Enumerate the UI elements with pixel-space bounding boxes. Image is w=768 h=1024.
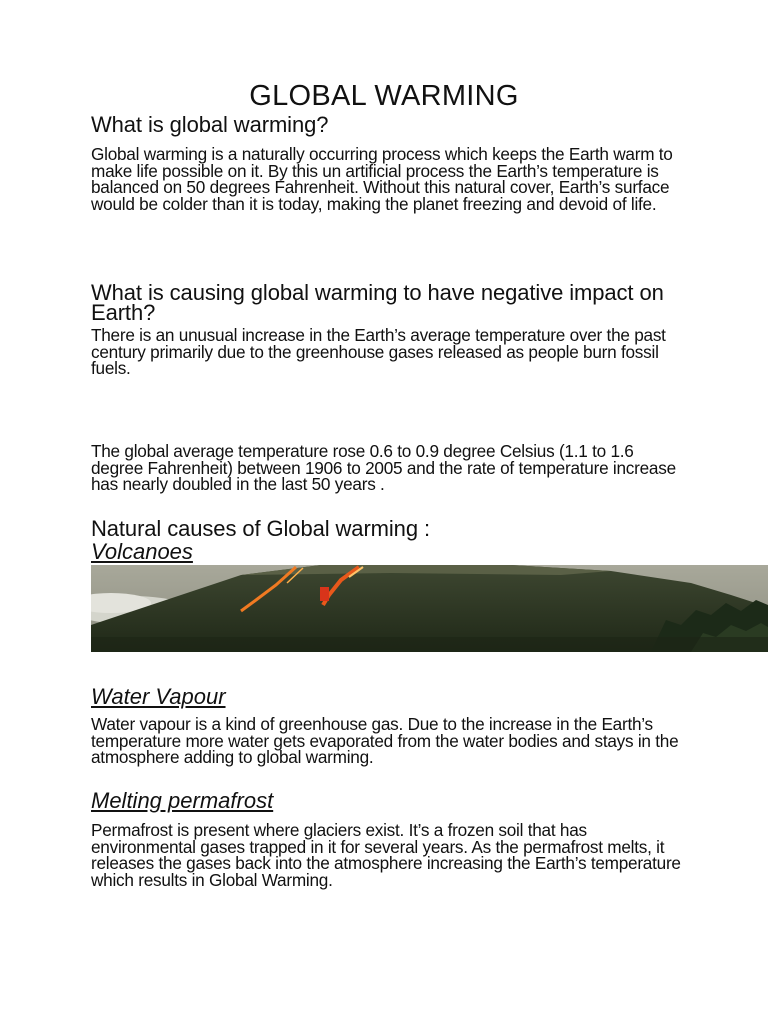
document-title: GLOBAL WARMING bbox=[249, 80, 519, 112]
heading-melting-permafrost: Melting permafrost bbox=[91, 788, 274, 813]
heading-water-vapour: Water Vapour bbox=[91, 684, 226, 709]
paragraph-causing-2: The global average temperature rose 0.6 to 0.9 degree Celsius (1.1 to 1.6 degree Fahrenheit) between 1906 to 2005 and the rate of temperature increase has nearly doubled in the last 50 years . bbox=[91, 441, 676, 494]
paragraph-melting-permafrost: Permafrost is present where glaciers exist. It’s a frozen soil that has environmental gases trapped in it for several years. As the permafrost melts, it releases the gases back into the atmosphere increasing the Earth’s temperature which results in Global Warming. bbox=[91, 820, 681, 890]
volcano-photo bbox=[91, 565, 768, 652]
paragraph-causing-1: There is an unusual increase in the Earth’s average temperature over the past century primarily due to the greenhouse gases released as people burn fossil fuels. bbox=[91, 325, 666, 378]
heading-what-is-global-warming: What is global warming? bbox=[91, 112, 329, 137]
heading-volcanoes: Volcanoes bbox=[91, 539, 193, 564]
paragraph-what-is-global-warming: Global warming is a naturally occurring process which keeps the Earth warm to make life possible on it. By this un artificial process the Earth’s temperature is balanced on 50 degrees Fahrenheit. Without this natural cover, Earth’s surface would be colder than it is today, making the planet freezing and devoid of life. bbox=[91, 144, 673, 214]
heading-causing-global-warming: What is causing global warming to have negative impact on Earth? bbox=[91, 280, 664, 325]
paragraph-water-vapour: Water vapour is a kind of greenhouse gas. Due to the increase in the Earth’s temperature more water gets evaporated from the water bodies and stays in the atmosphere adding to global warming. bbox=[91, 714, 679, 767]
heading-natural-causes: Natural causes of Global warming : bbox=[91, 516, 430, 541]
